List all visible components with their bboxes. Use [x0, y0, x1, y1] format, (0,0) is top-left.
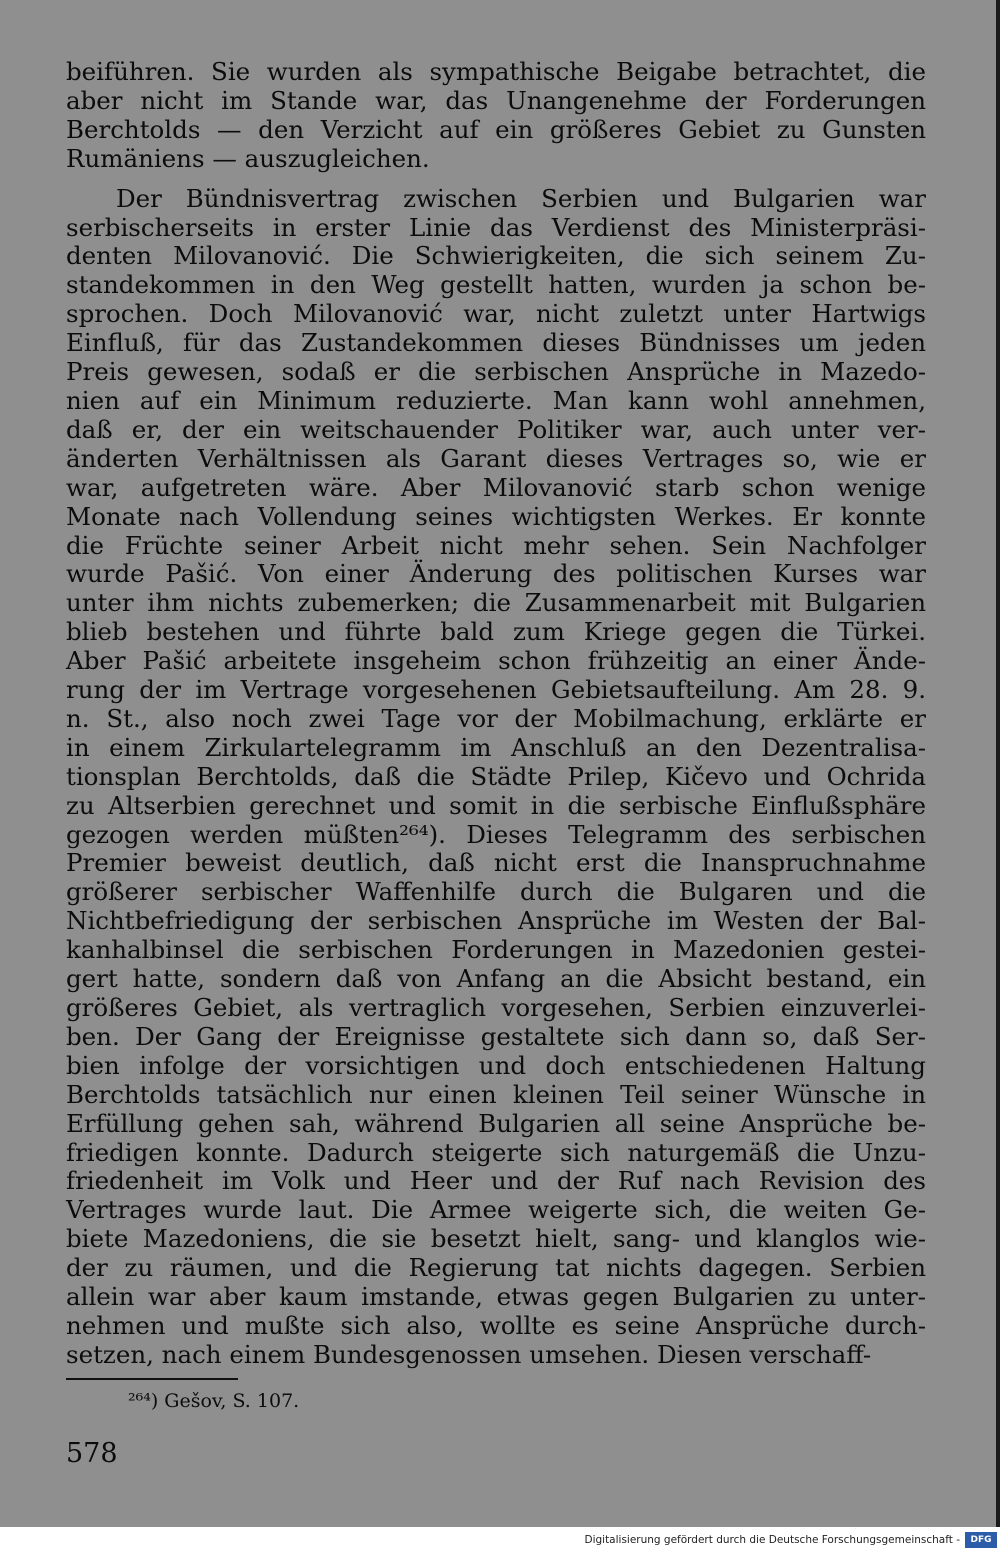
text-line: Der Bündnisvertrag zwischen Serbien und Bulgarien war	[116, 183, 926, 213]
text-line: wurde Pašić. Von einer Änderung des politischen Kurses war	[66, 559, 926, 589]
text-line: beiführen. Sie wurden als sympathische Beigabe betrachtet, die	[66, 57, 926, 86]
footnote-separator	[66, 1378, 238, 1380]
text-line: die Früchte seiner Arbeit nicht mehr sehen. Sein Nachfolger	[66, 530, 926, 560]
text-line: serbischerseits in erster Linie das Verdienst des Ministerpräsi-	[66, 212, 926, 242]
text-line: änderten Verhältnissen als Garant dieses Vertrages so, wie er	[66, 443, 926, 473]
text-line: ben. Der Gang der Ereignisse gestaltete sich dann so, daß Ser-	[66, 1021, 926, 1051]
text-line: Premier beweist deutlich, daß nicht erst die Inanspruchnahme	[66, 848, 926, 878]
text-line: Rumäniens — auszugleichen.	[66, 143, 430, 173]
text-line: der zu räumen, und die Regierung tat nichts dagegen. Serbien	[66, 1253, 926, 1283]
text-line: Nichtbefriedigung der serbischen Ansprüche im Westen der Bal-	[66, 906, 926, 936]
text-line: Berchtolds — den Verzicht auf ein größeres Gebiet zu Gunsten	[66, 114, 926, 144]
text-line: setzen, nach einem Bundesgenossen umsehen. Diesen verschaff-	[66, 1339, 872, 1369]
body-text	[66, 58, 926, 1370]
text-line: sprochen. Doch Milovanović war, nicht zuletzt unter Hartwigs	[66, 299, 926, 329]
text-line: Monate nach Vollendung seines wichtigsten Werkes. Er konnte	[66, 501, 926, 531]
dfg-logo-icon: DFG	[965, 1532, 997, 1548]
text-line: Einfluß, für das Zustandekommen dieses Bündnisses um jeden	[66, 328, 926, 358]
text-line: biete Mazedoniens, die sie besetzt hielt, sang- und klanglos wie-	[66, 1224, 926, 1254]
text-line: größeres Gebiet, als vertraglich vorgesehen, Serbien einzuverlei-	[66, 993, 926, 1022]
page-edge-line	[996, 0, 1000, 1527]
text-line: größerer serbischer Waffenhilfe durch die Bulgaren und die	[66, 877, 926, 907]
text-line: friedenheit im Volk und Heer und der Ruf nach Revision des	[66, 1166, 926, 1196]
text-line: denten Milovanović. Die Schwierigkeiten, die sich seinem Zu-	[66, 241, 926, 271]
text-line: in einem Zirkulartelegramm im Anschluß an den Dezentralisa-	[66, 732, 926, 762]
text-line: kanhalbinsel die serbischen Forderungen in Mazedonien gestei-	[66, 935, 926, 965]
footnote: ²⁶⁴) Gešov, S. 107.	[128, 1390, 300, 1412]
text-line: Berchtolds tatsächlich nur einen kleinen Teil seiner Wünsche in	[66, 1079, 926, 1109]
text-line: Erfüllung gehen sah, während Bulgarien all seine Ansprüche be-	[66, 1108, 926, 1138]
credit-bar	[0, 1527, 1000, 1553]
text-line: Preis gewesen, sodaß er die serbischen Ansprüche in Mazedo-	[66, 357, 926, 387]
text-line: standekommen in den Weg gestellt hatten, wurden ja schon be-	[66, 270, 926, 300]
text-line: zu Altserbien gerechnet und somit in die serbische Einflußsphäre	[66, 790, 926, 820]
credit-text: Digitalisierung gefördert durch die Deutsche Forschungsgemeinschaft -	[584, 1534, 960, 1546]
text-line: nien auf ein Minimum reduzierte. Man kann wohl annehmen,	[66, 385, 926, 415]
text-line: rung der im Vertrage vorgesehenen Gebietsaufteilung. Am 28. 9.	[66, 675, 926, 705]
text-line: blieb bestehen und führte bald zum Kriege gegen die Türkei.	[66, 617, 926, 647]
page-number: 578	[66, 1438, 118, 1469]
text-line: Aber Pašić arbeitete insgeheim schon frühzeitig an einer Ände-	[66, 646, 926, 676]
text-line: nehmen und mußte sich also, wollte es seine Ansprüche durch-	[66, 1310, 926, 1340]
text-line: war, aufgetreten wäre. Aber Milovanović starb schon wenige	[66, 472, 926, 502]
text-line: n. St., also noch zwei Tage vor der Mobilmachung, erklärte er	[66, 703, 926, 733]
text-line: tionsplan Berchtolds, daß die Städte Prilep, Kičevo und Ochrida	[66, 761, 926, 791]
text-line: gert hatte, sondern daß von Anfang an die Absicht bestand, ein	[66, 964, 926, 994]
text-line: Vertrages wurde laut. Die Armee weigerte sich, die weiten Ge-	[66, 1195, 926, 1225]
text-line: gezogen werden müßten²⁶⁴). Dieses Telegramm des serbischen	[66, 819, 926, 849]
text-line: unter ihm nichts zubemerken; die Zusammenarbeit mit Bulgarien	[66, 588, 926, 618]
text-line: bien infolge der vorsichtigen und doch entschiedenen Haltung	[66, 1050, 926, 1080]
text-line: aber nicht im Stande war, das Unangenehme der Forderungen	[66, 85, 926, 115]
text-line: allein war aber kaum imstande, etwas gegen Bulgarien zu unter-	[66, 1282, 926, 1312]
text-line: daß er, der ein weitschauender Politiker war, auch unter ver-	[66, 414, 926, 444]
paragraph	[66, 185, 926, 1370]
paragraph	[66, 58, 926, 174]
text-line: friedigen konnte. Dadurch steigerte sich naturgemäß die Unzu-	[66, 1137, 926, 1167]
